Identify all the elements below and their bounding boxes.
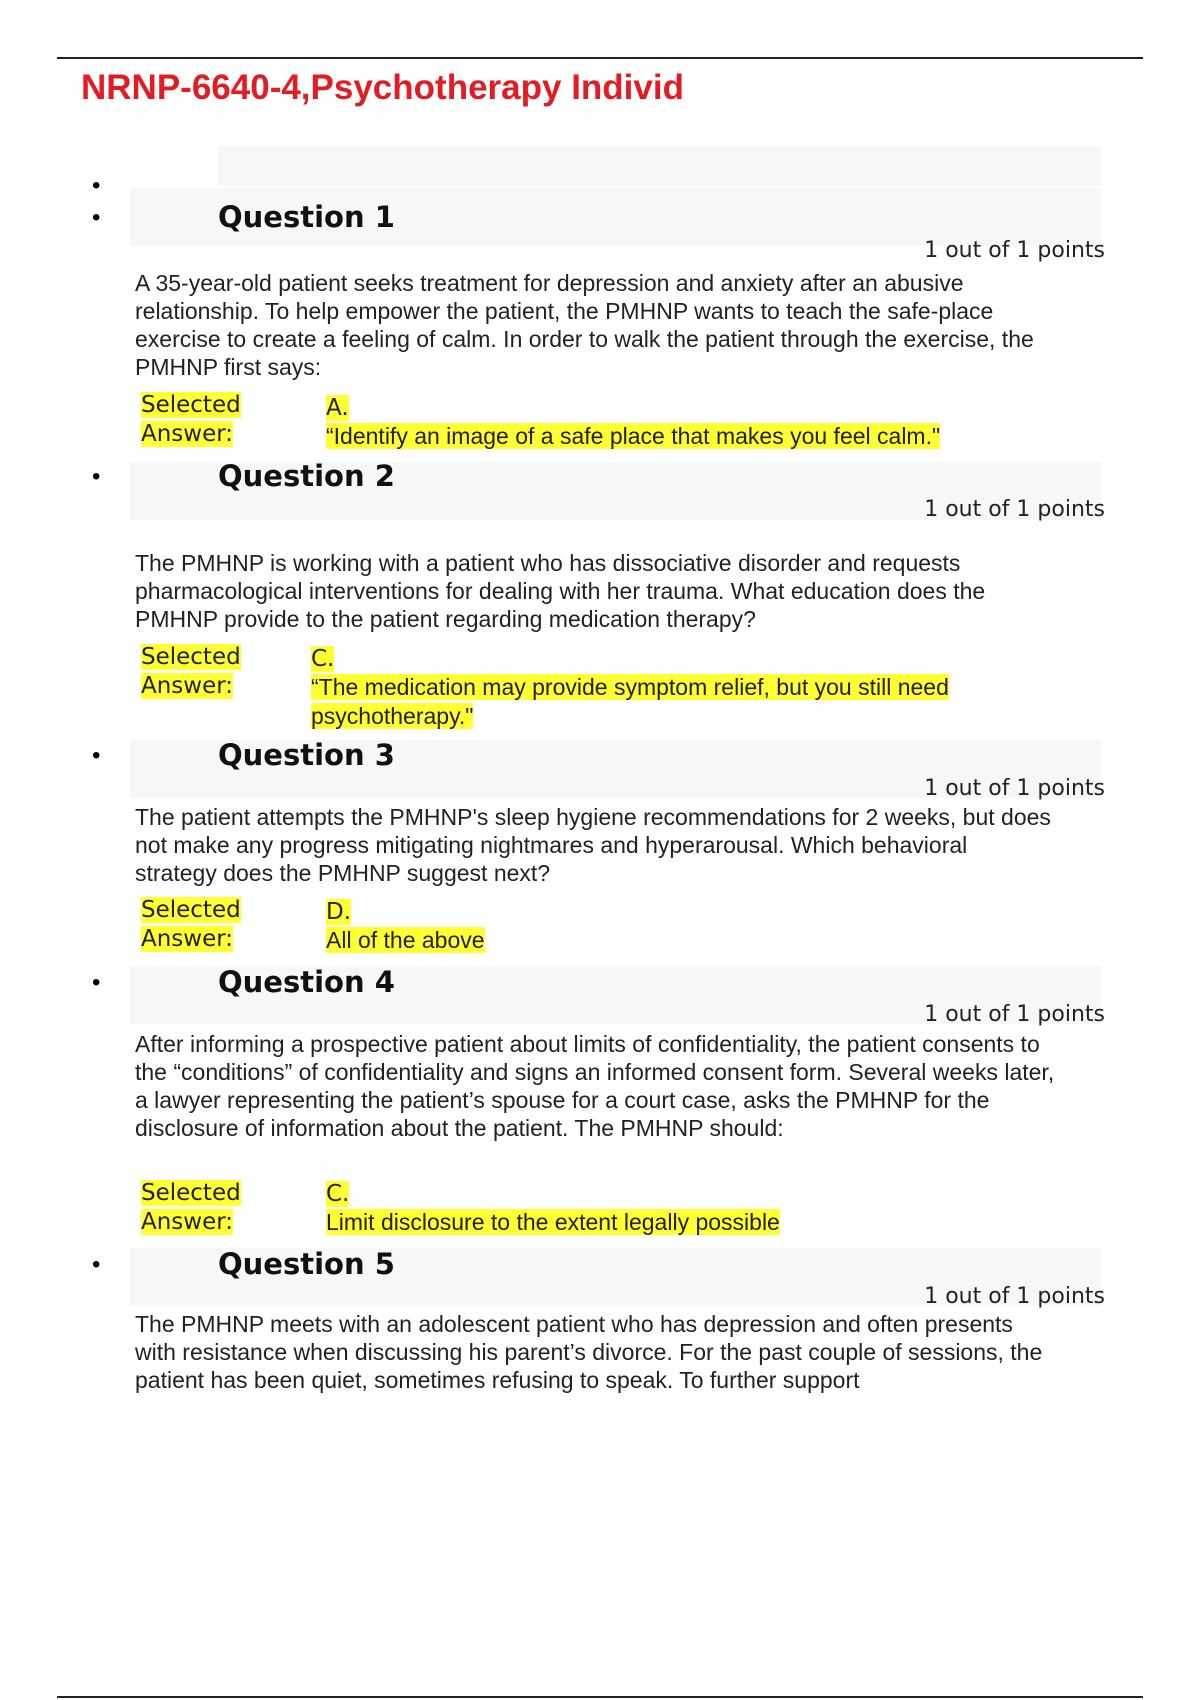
bottom-rule [57, 1696, 1143, 1698]
answer-text: Limit disclosure to the extent legally possible [326, 1209, 780, 1235]
top-rule [57, 57, 1143, 59]
question-title: Question 4 [218, 965, 395, 999]
question-points: 1 out of 1 points [924, 776, 1105, 801]
list-bullet: • [92, 172, 101, 199]
question-text: A 35-year-old patient seeks treatment for depression and anxiety after an abusive relationship. To help empower the patient, the PMHNP wants to teach the safe-place exercise to create a feeling of calm. In order to walk the patient through the exercise, the PMHNP first says: [135, 270, 1034, 380]
question-title: Question 5 [218, 1247, 395, 1281]
answer-text: “The medication may provide symptom relief, but you still need psychotherapy." [311, 674, 949, 729]
answer-letter: C. [311, 646, 335, 672]
answer-letter: A. [326, 395, 349, 421]
list-bullet: • [92, 1251, 101, 1278]
question-text: After informing a prospective patient about limits of confidentiality, the patient consents to the “conditions” of confidentiality and signs an informed consent form. Several weeks later, a lawyer representing the patient’s spouse for a court case, asks the PMHNP for the disclosure of information about the patient. The PMHNP should: [135, 1031, 1055, 1141]
list-bullet: • [92, 463, 101, 490]
document-title: NRNP-6640-4,Psychotherapy Individ [81, 68, 684, 107]
question-text: The PMHNP meets with an adolescent patient who has depression and often presents with resistance when discussing his parent’s divorce. For the past couple of sessions, the patient has been quiet, sometimes refusing to speak. To further support [135, 1311, 1043, 1393]
empty-list-band [218, 146, 1101, 186]
question-title: Question 2 [218, 459, 395, 493]
list-bullet: • [92, 969, 101, 996]
question-points: 1 out of 1 points [924, 1002, 1105, 1027]
answer-letter: C. [326, 1181, 350, 1207]
question-text: The patient attempts the PMHNP's sleep hygiene recommendations for 2 weeks, but does not make any progress mitigating nightmares and hyperarousal. Which behavioral strategy does the PMHNP suggest next? [135, 804, 1051, 886]
selected-answer-label: Selected Answer: [141, 897, 241, 952]
selected-answer-label: Selected Answer: [141, 392, 241, 447]
list-bullet: • [92, 204, 101, 231]
selected-answer-label: Selected Answer: [141, 1180, 241, 1235]
answer-text: “Identify an image of a safe place that makes you feel calm." [326, 423, 941, 449]
question-points: 1 out of 1 points [924, 1284, 1105, 1309]
answer-letter: D. [326, 899, 352, 925]
question-points: 1 out of 1 points [924, 497, 1105, 522]
list-bullet: • [92, 742, 101, 769]
question-text: The PMHNP is working with a patient who has dissociative disorder and requests pharmacological interventions for dealing with her trauma. What education does the PMHNP provide to the patient regarding medication therapy? [135, 550, 986, 632]
question-title: Question 1 [218, 200, 395, 234]
answer-text: All of the above [326, 927, 485, 953]
selected-answer-label: Selected Answer: [141, 644, 241, 699]
question-title: Question 3 [218, 738, 395, 772]
question-points: 1 out of 1 points [924, 238, 1105, 263]
